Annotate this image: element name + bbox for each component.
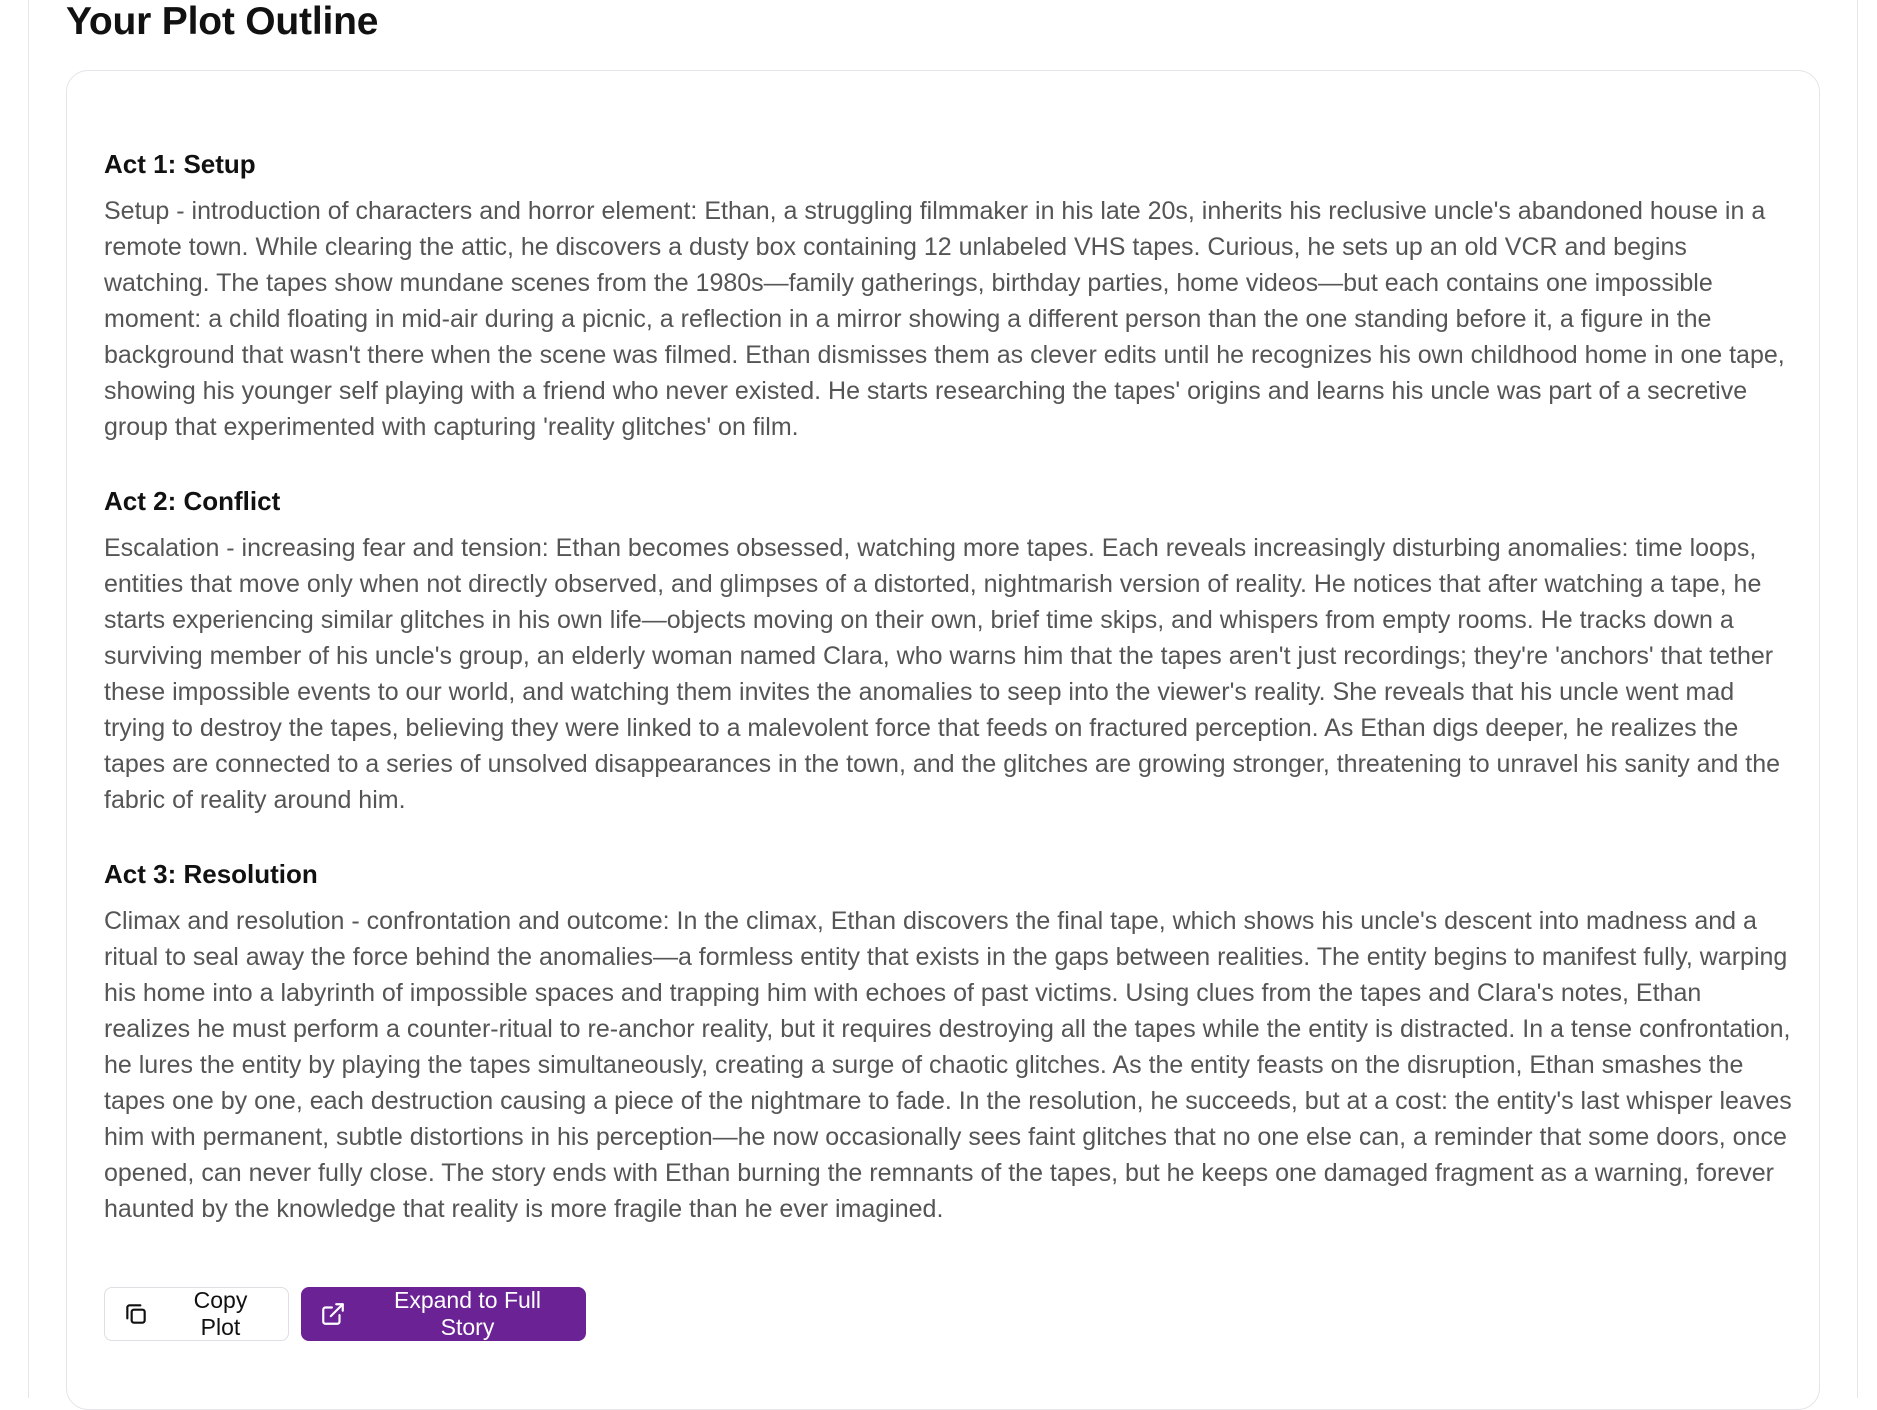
act-section-conflict (104, 484, 1794, 818)
plot-outline-card (66, 70, 1820, 1410)
copy-plot-label: Copy Plot (193, 1287, 248, 1340)
act-section-setup (104, 147, 1794, 445)
act-heading: Act 2: Conflict (104, 486, 281, 516)
act-section-resolution (104, 857, 1794, 1227)
copy-plot-button[interactable] (104, 1287, 289, 1341)
action-bar (104, 1287, 586, 1341)
act-description: Escalation - increasing fear and tension: Ethan becomes obsessed, watching more tapes. Each reveals increasingly disturbing anomalies: time loops, entities that move only when not directly observed, and glimpses of a distorted, nightmarish version of reality. He notices that after watching a tape, he starts experiencing similar glitches in his own life—objects moving on their own, brief time skips, and whispers from empty rooms. He tracks down a surviving member of his uncle's group, an elderly woman named Clara, who warns him that the tapes aren't just recordings; they're 'anchors' that tether these impossible events to our world, and watching them invites the anomalies to seep into the viewer's reality. She reveals that his uncle went mad trying to destroy the tapes, believing they were linked to a malevolent force that feeds on fractured perception. As Ethan digs deeper, he realizes the tapes are connected to a series of unsolved disappearances in the town, and the glitches are growing stronger, threatening to unravel his sanity and the fabric of reality around him. (104, 534, 1781, 814)
page-title: Your Plot Outline (66, 0, 379, 43)
act-description: Setup - introduction of characters and horror element: Ethan, a struggling filmmaker in his late 20s, inherits his reclusive uncle's abandoned house in a remote town. While clearing the attic, he discovers a dusty box containing 12 unlabeled VHS tapes. Curious, he sets up an old VCR and begins watching. The tapes show mundane scenes from the 1980s—family gatherings, birthday parties, home videos—but each contains one impossible moment: a child floating in mid-air during a picnic, a reflection in a mirror showing a different person than the one standing before it, a figure in the background that wasn't there when the scene was filmed. Ethan dismisses them as clever edits until he recognizes his own childhood home in one tape, showing his younger self playing with a friend who never existed. He starts researching the tapes' origins and learns his uncle was part of a secretive group that experimented with capturing 'reality glitches' on film. (104, 197, 1785, 441)
act-heading: Act 3: Resolution (104, 859, 318, 889)
external-link-icon (320, 1301, 346, 1327)
expand-to-full-story-button[interactable] (301, 1287, 586, 1341)
act-heading: Act 1: Setup (104, 149, 256, 179)
act-description: Climax and resolution - confrontation and outcome: In the climax, Ethan discovers the final tape, which shows his uncle's descent into madness and a ritual to seal away the force behind the anomalies—a formless entity that exists in the gaps between realities. The entity begins to manifest fully, warping his home into a labyrinth of impossible spaces and trapping him with echoes of past victims. Using clues from the tapes and Clara's notes, Ethan realizes he must perform a counter-ritual to re-anchor reality, but it requires destroying all the tapes while the entity is distracted. In a tense confrontation, he lures the entity by playing the tapes simultaneously, creating a surge of chaotic glitches. As the entity feasts on the disruption, Ethan smashes the tapes one by one, each destruction causing a piece of the nightmare to fade. In the resolution, he succeeds, but at a cost: the entity's last whisper leaves him with permanent, subtle distortions in his perception—he now occasionally sees faint glitches that no one else can, a reminder that some doors, once opened, can never fully close. The story ends with Ethan burning the remnants of the tapes, but he keeps one damaged fragment as a warning, forever haunted by the knowledge that reality is more fragile than he ever imagined. (104, 907, 1792, 1223)
expand-to-full-story-label: Expand to Full Story (393, 1287, 542, 1340)
copy-icon (123, 1301, 149, 1327)
